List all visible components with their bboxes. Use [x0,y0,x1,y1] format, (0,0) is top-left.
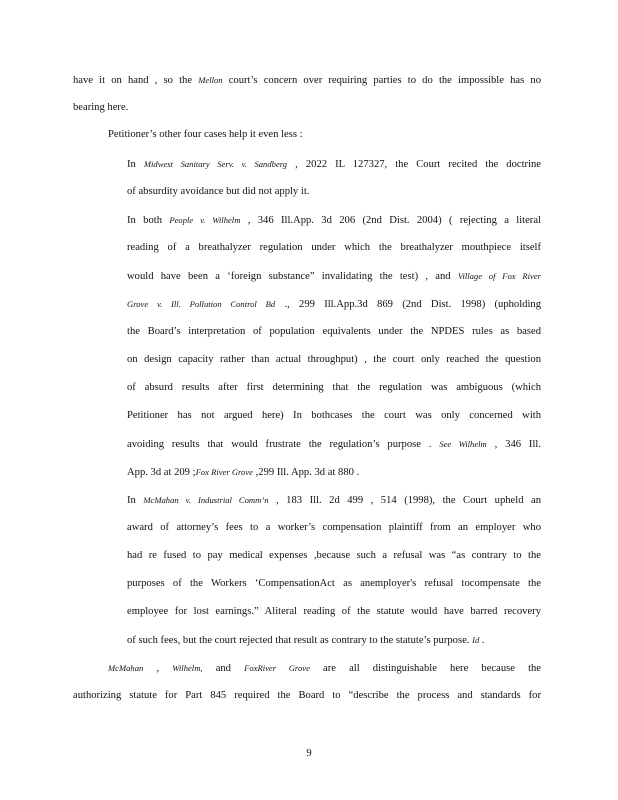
text-line: purposes of the Workers ‘CompensationAct as anemployer's refusal tocompensate the [127,578,541,589]
text-line: Petitioner has not argued here) In bothcases the court was only concerned with [127,410,541,421]
text-line: have it on hand , so the Mellon court’s concern over requiring parties to do the impossible has no [73,75,541,86]
text-line: the Board’s interpretation of population equivalents under the NPDES rules as based [127,326,541,337]
text-line: of absurd results after first determining that the regulation was ambiguous (which [127,382,541,393]
text-line: had re fused to pay medical expenses ,because such a refusal was “as contrary to the [127,550,541,561]
text-line: In Midwest Sanitary Serv. v. Sandberg , 2022 IL 127327, the Court recited the doctrine [127,159,542,170]
text-line: award of attorney’s fees to a worker’s compensation plaintiff from an employer who [127,522,541,533]
text-line: Grove v. Ill. Pollution Control Bd ., 299 Ill.App.3d 869 (2nd Dist. 1998) (upholding [127,299,542,310]
text-line: of absurdity avoidance but did not apply it. [127,186,310,197]
text-line: avoiding results that would frustrate the regulation’s purpose . See Wilhelm , 346 Ill. [127,439,541,450]
text-line: of such fees, but the court rejected that result as contrary to the statute’s purpose. Id . [127,635,485,646]
text-line: on design capacity rather than actual throughput) , the court only reached the question [127,354,541,365]
text-line: Petitioner’s other four cases help it even less : [108,129,303,140]
text-line: In McMahan v. Industrial Comm’n , 183 Ill. 2d 499 , 514 (1998), the Court upheld an [127,495,542,506]
page-number: 9 [306,748,312,759]
text-line: In both People v. Wilhelm , 346 Ill.App. 3d 206 (2nd Dist. 2004) ( rejecting a literal [127,215,541,226]
text-line: would have been a ‘foreign substance” invalidating the test) , and Village of Fox River [127,271,541,282]
text-line: bearing here. [73,102,129,113]
text-line: McMahan , Wilhelm, and FoxRiver Grove are all distinguishable here because the [108,663,542,674]
text-line: employee for lost earnings.” Aliteral reading of the statute would have barred recovery [127,606,541,617]
text-line: App. 3d at 209 ;Fox River Grove ,299 Ill. App. 3d at 880 . [127,467,360,478]
text-line: reading of a breathalyzer regulation under which the breathalyzer mouthpiece itself [127,242,541,253]
text-line: authorizing statute for Part 845 required the Board to “describe the process and standards for [73,690,541,701]
